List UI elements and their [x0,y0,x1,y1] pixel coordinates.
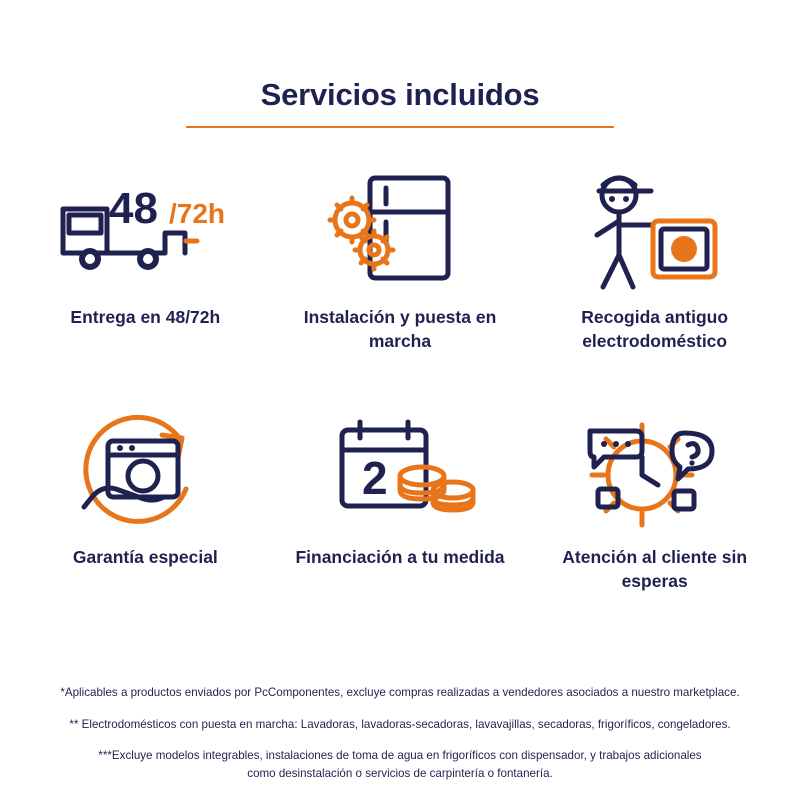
service-label-special-warranty: Garantía especial [72,547,218,568]
clock-chat-support-icon [562,394,747,546]
service-label-delivery: Entrega en 48/72h [70,307,221,328]
fridge-gears-installation-icon [312,154,487,306]
footnote-3: ***Excluye modelos integrables, instalaciones de toma de agua en frigoríficos con dispensador, y trabajos adicionales como desinstalación o servicios de carpintería o fontanería. [98,749,702,780]
worker-carrying-appliance-icon [567,154,742,306]
hand-washing-machine-warranty-icon [58,394,233,546]
svg-text:2: 2 [362,451,389,504]
calendar-coins-financing-icon [312,394,487,546]
delivery-truck-48-72h-icon [45,154,245,306]
svg-text:/72h: /72h [169,198,226,230]
service-label-customer-service: Atención al cliente sin esperas [562,547,748,591]
header [0,0,800,128]
service-label-old-appliance-pickup: Recogida antiguo electrodoméstico [581,307,729,351]
service-item-old-appliance-pickup [527,154,782,394]
service-item-special-warranty [18,394,273,634]
svg-text:48: 48 [109,184,159,234]
service-item-installation [273,154,528,394]
services-grid [0,154,800,634]
service-item-delivery [18,154,273,394]
service-label-financing: Financiación a tu medida [295,547,505,568]
footnotes [0,684,800,782]
service-item-financing [273,394,528,634]
title-underline-divider [186,126,614,128]
service-item-customer-service [527,394,782,634]
service-label-installation: Instalación y puesta en marcha [303,307,497,351]
footnote-2: ** Electrodomésticos con puesta en marcha: Lavadoras, lavadoras-secadoras, lavavajillas, secadoras, frigoríficos, congeladores. [69,717,731,731]
page-title: Servicios incluidos [260,77,540,112]
footnote-1: *Aplicables a productos enviados por PcComponentes, excluye compras realizadas a vendedores asociados a nuestro marketplace. [60,686,740,700]
